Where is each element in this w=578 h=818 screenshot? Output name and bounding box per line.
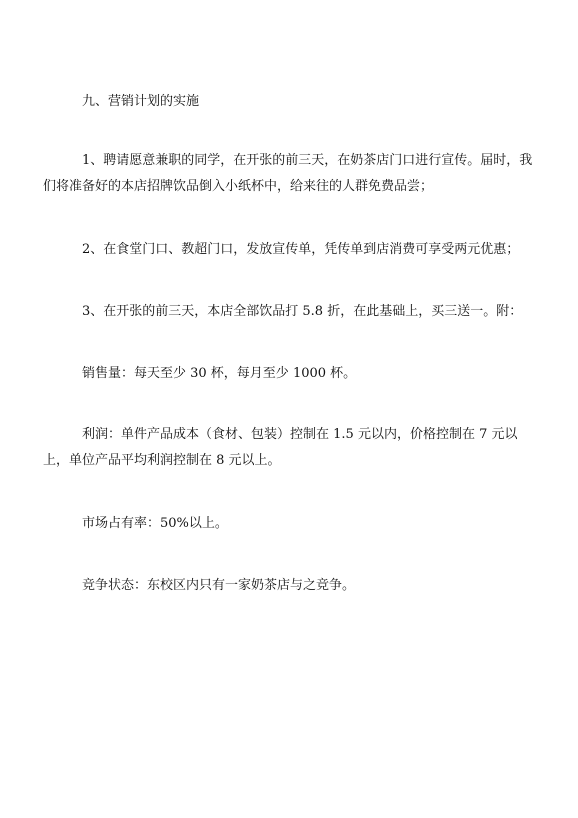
paragraph-competition: 竞争状态：东校区内只有一家奶茶店与之竞争。: [82, 578, 356, 593]
paragraph-market-share: 市场占有率：50%以上。: [82, 516, 228, 531]
paragraph-profit: 利润：单件产品成本（食材、包装）控制在 1.5 元以内，价格控制在 7 元以上，单位产品平均利润控制在 8 元以上。: [43, 427, 518, 468]
paragraph-flyers: 2、在食堂门口、教超门口，发放宣传单，凭传单到店消费可享受两元优惠；: [82, 242, 520, 257]
paragraph-sales-volume: 销售量：每天至少 30 杯，每月至少 1000 杯。: [82, 366, 357, 381]
paragraph-hiring-promotion: 1、聘请愿意兼职的同学，在开张的前三天，在奶茶店门口进行宣传。届时，我们将准备好的本店招牌饮品倒入小纸杯中，给来往的人群免费品尝；: [43, 153, 533, 194]
section-heading: 九、营销计划的实施: [82, 94, 200, 109]
paragraph-opening-discount: 3、在开张的前三天，本店全部饮品打 5.8 折，在此基础上，买三送一。附：: [82, 304, 523, 319]
